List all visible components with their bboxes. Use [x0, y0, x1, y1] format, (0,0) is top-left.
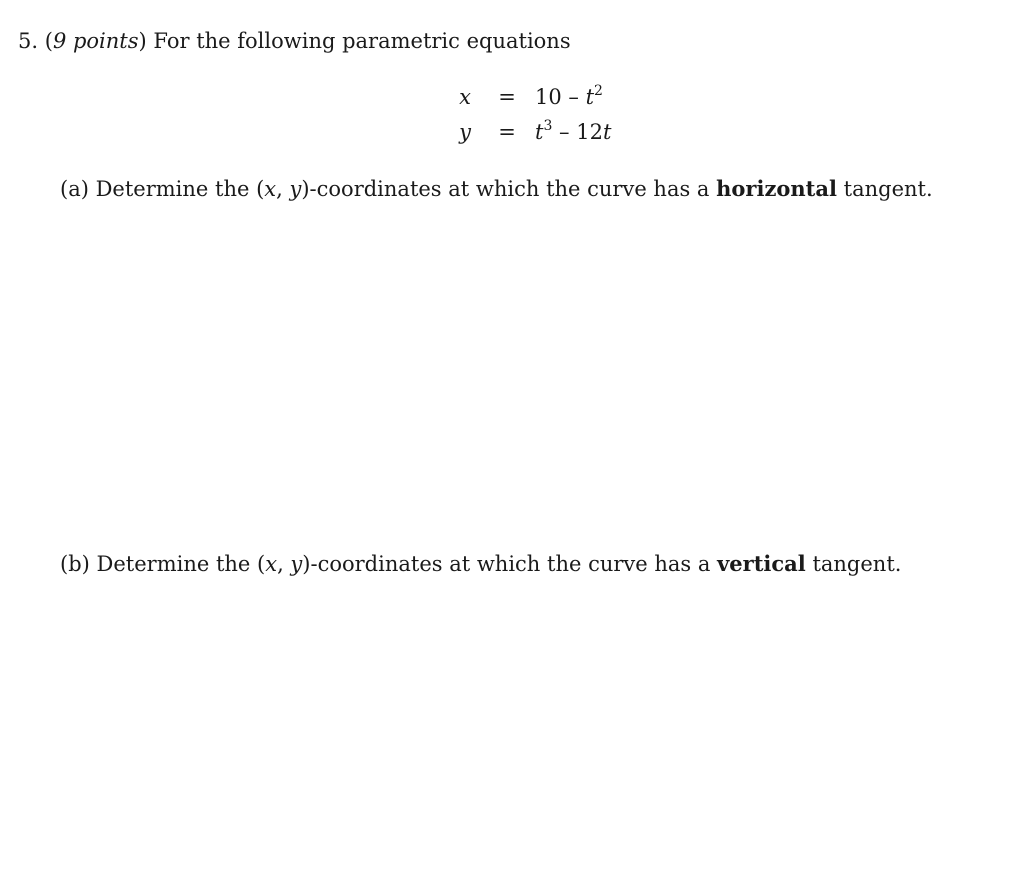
points-label: 9 points [52, 29, 139, 53]
equation-y-rhs-term: – 12 [552, 120, 603, 144]
equation-y-rhs-var: t [535, 120, 544, 144]
equation-x-equals: = [498, 85, 516, 109]
part-a-emphasis: horizontal [716, 176, 837, 201]
part-a-label: (a) [60, 177, 89, 201]
points-close: ) [138, 29, 147, 53]
problem-number: 5. [18, 29, 39, 53]
equation-x-rhs [535, 84, 603, 110]
points-open: ( [44, 29, 53, 53]
part-b-ending: tangent. [812, 552, 902, 576]
equation-x-lhs: x [459, 85, 471, 109]
part-b-text-after: )-coordinates at which the curve has a [302, 552, 711, 576]
part-b-question [60, 551, 901, 577]
part-a-question [60, 176, 933, 202]
part-b-emphasis: vertical [717, 551, 806, 576]
part-a-text-after: )-coordinates at which the curve has a [301, 177, 710, 201]
part-b-var-x: x [265, 552, 278, 576]
part-b-comma: , [277, 552, 291, 576]
part-a-comma: , [276, 177, 290, 201]
equation-y-rhs-tail-var: t [602, 120, 612, 144]
equation-x-rhs-exponent: 2 [594, 83, 603, 99]
part-a-text-before: Determine the ( [95, 177, 265, 201]
part-a-ending: tangent. [843, 177, 933, 201]
part-a-var-x: x [264, 177, 277, 201]
part-b-text-before: Determine the ( [96, 552, 266, 576]
part-b-label: (b) [60, 552, 90, 576]
equation-x-rhs-const: 10 – [535, 85, 586, 109]
equation-y-rhs [535, 119, 611, 145]
equation-y-lhs: y [459, 120, 471, 144]
problem-intro: For the following parametric equations [153, 29, 571, 53]
part-a-var-y: y [289, 177, 302, 201]
equation-y-equals: = [498, 120, 516, 144]
part-b-var-y: y [290, 552, 303, 576]
equation-y-rhs-exponent: 3 [543, 118, 553, 134]
problem-header [18, 28, 571, 54]
equation-x-rhs-var: t [585, 85, 595, 109]
